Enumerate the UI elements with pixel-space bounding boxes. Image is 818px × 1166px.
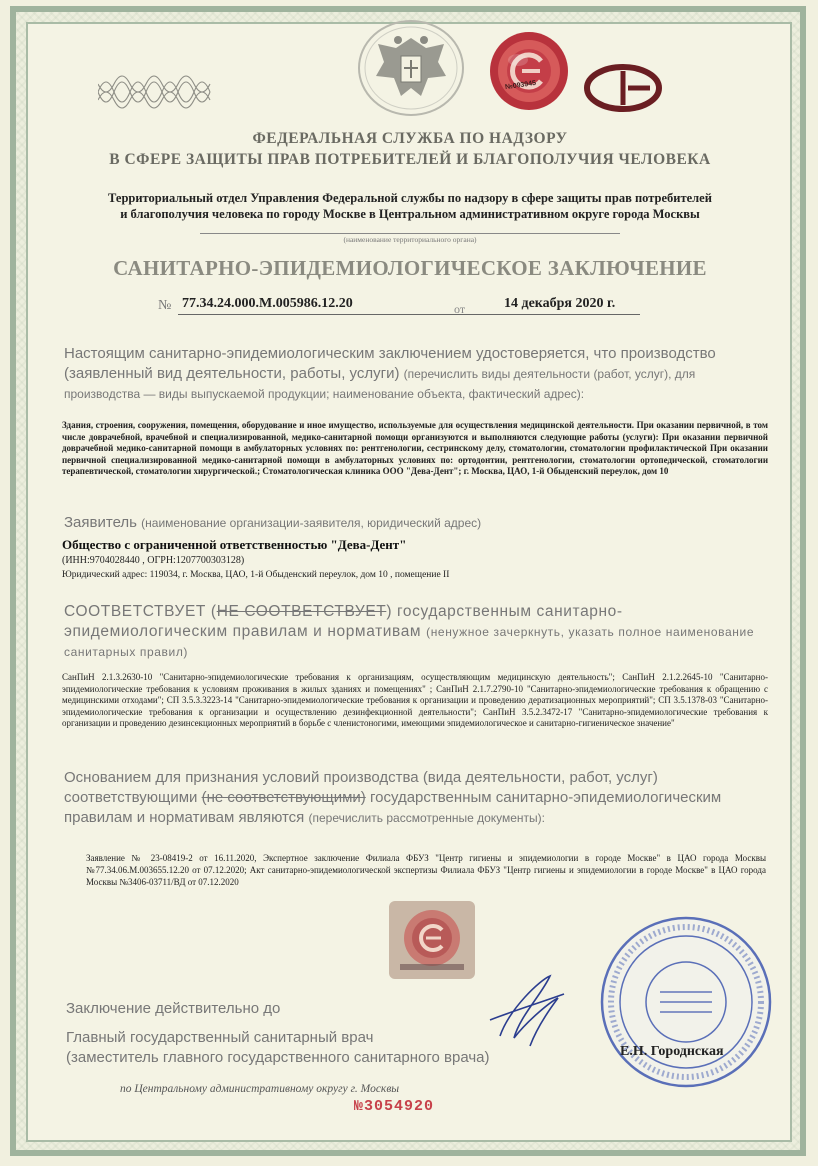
valid-until-label: Заключение действительно до (66, 1000, 281, 1017)
conformity-small: (ненужное зачеркнуть, указать полное наименование санитарных правил) (64, 625, 755, 659)
signer-name: Е.Н. Городнская (620, 1044, 724, 1059)
official-stamp-icon (598, 914, 774, 1090)
agency-title-line2: В СФЕРЕ ЗАЩИТЫ ПРАВ ПОТРЕБИТЕЛЕЙ И БЛАГОПОЛУЧИЯ ЧЕЛОВЕКА (109, 151, 711, 168)
hologram-seal-icon (488, 30, 570, 112)
basis-documents: Заявление № 23-08419-2 от 16.11.2020, Экспертное заключение Филиала ФБУЗ "Центр гигиены и эпидемиологии в городе Москве" в ЦАО города Москвы №77.34.06.М.003655.12.20 от 07.12.2020; Акт санитарно-эпидемиологической экспертизы Филиала ФБУЗ "Центр гигиены и эпидемиологии в городе Москве" в ЦАО города Москвы №3406-03711/ВД от 07.12.2020 (86, 853, 766, 887)
document-number: 77.34.24.000.М.005986.12.20 (182, 296, 353, 311)
document-number-line (150, 296, 710, 318)
conformity-word: СООТВЕТСТВУЕТ (64, 603, 207, 620)
territorial-department (60, 190, 760, 222)
guilloche-ornament (98, 72, 218, 112)
applicant-label (64, 513, 764, 533)
conformity-rest: государственным санитарно-эпидемиологическим правилам и нормативам (64, 603, 623, 640)
intro-small: (перечислить виды деятельности (работ, услуг), для производства — виды выпускаемой продукции; наименование объекта, фактический адрес): (64, 367, 696, 401)
intro-main: Настоящим санитарно-эпидемиологическим заключением удостоверяется, что производство (заявленный вид деятельности, работы, услуги) (64, 345, 716, 382)
date-from-label: от (454, 302, 466, 316)
district-line: по Центральному административному округу г. Москвы (120, 1083, 400, 1095)
se-logo-icon (584, 64, 662, 112)
hologram-number: №093945 (504, 79, 537, 92)
basis-paragraph (64, 768, 764, 828)
dept-line2: и благополучия человека по городу Москве в Центральном административном округе города Москвы (120, 207, 700, 221)
applicant-label-small: (наименование организации-заявителя, юридический адрес) (141, 516, 482, 530)
organization-address: Юридический адрес: 119034, г. Москва, ЦАО, 1-й Обыденский переулок, дом 10 , помещение II (62, 570, 450, 580)
basis-main-a: Основанием для признания условий производства (вида деятельности, работ, услуг) соответствующими (64, 769, 658, 806)
basis-main-b: государственным санитарно-эпидемиологическим правилам и нормативам являются (64, 789, 722, 826)
number-prefix: № (158, 298, 172, 313)
dept-caption: (наименование территориального органа) (200, 233, 620, 244)
security-hologram-icon (388, 900, 476, 980)
conformity-statement: СООТВЕТСТВУЕТ (НЕ СООТВЕТСТВУЕТ) государственным санитарно-эпидемиологическим правилам и нормативам (ненужное зачеркнуть, указать полное наименование санитарных правил) (64, 603, 755, 659)
dept-line1: Территориальный отдел Управления Федеральной службы по надзору в сфере защиты прав потребителей (108, 191, 712, 205)
document-date: 14 декабря 2020 г. (504, 296, 616, 311)
signature-icon (480, 968, 570, 1058)
organization-ids: (ИНН:9704028440 , ОГРН:1207700303128) (62, 555, 245, 566)
deputy-chief-title: (заместитель главного государственного санитарного врача) (66, 1049, 490, 1066)
coat-of-arms-icon (356, 18, 466, 118)
conformity-struck: НЕ СООТВЕТСТВУЕТ (216, 603, 387, 620)
agency-title-line1: ФЕДЕРАЛЬНАЯ СЛУЖБА ПО НАДЗОРУ (252, 130, 568, 147)
basis-small: (перечислить рассмотренные документы): (308, 811, 546, 825)
document-title: САНИТАРНО-ЭПИДЕМИОЛОГИЧЕСКОЕ ЗАКЛЮЧЕНИЕ (113, 256, 707, 280)
organization-name: Общество с ограниченной ответственностью "Дева-Дент" (62, 537, 407, 552)
sanitary-rules-text: СанПиН 2.1.3.2630-10 "Санитарно-эпидемиологические требования к организациям, осуществляющим медицинскую деятельность"; СанПиН 2.1.2.2645-10 "Санитарно-эпидемиологические требования к условиям проживания в жилых зданиях и помещениях" ; СанПиН 2.1.7.2790-10 "Санитарно-эпидемиологические требования к обращению с медицинскими отходами"; СП 3.5.3.3223-14 "Санитарно-эпидемиологические требования к организации и проведению дератизационных мероприятий"; СП 3.5.1378-03 "Санитарно-эпидемиологические требования к организации и осуществлению дезинфекционной деятельности"; СанПиН 3.5.2.3472-17 "Санитарно-эпидемиологические требования к организации и проведению дезинсекционных мероприятий в борьбе с членистоногими, имеющими эпидемиологическое и санитарно-гигиеническое значение" (62, 672, 768, 729)
applicant-label-main: Заявитель (64, 514, 137, 531)
activity-text: Здания, строения, сооружения, помещения, оборудование и иное имущество, используемые для осуществления медицинской деятельности. При оказании первичной, в том числе доврачебной, врачебной и специализированной, медико-санитарной помощи организуются и выполняются следующие работы (услуги): При оказании первичной доврачебной медико-санитарной помощи в амбулаторных условиях по: рентгенологии, сестринскому делу, стоматологии, стоматологии профилактической При оказании первичной специализированной медико-санитарной помощи в амбулаторных условиях по: ортодонтии, рентгенологии, стоматологии ортопедической, стоматологии терапевтической, стоматологии хирургической.; Стоматологическая клиника ООО "Дева-Дент"; г. Москва, ЦАО, 1-й Обыденский переулок, дом 10 (62, 420, 768, 477)
agency-title (60, 128, 760, 170)
serial-number: №3054920 (354, 1098, 435, 1115)
intro-paragraph (64, 344, 764, 404)
chief-doctor-title: Главный государственный санитарный врач (66, 1029, 374, 1046)
number-underline (178, 314, 640, 315)
basis-struck: (не соответствующими) (201, 789, 366, 806)
